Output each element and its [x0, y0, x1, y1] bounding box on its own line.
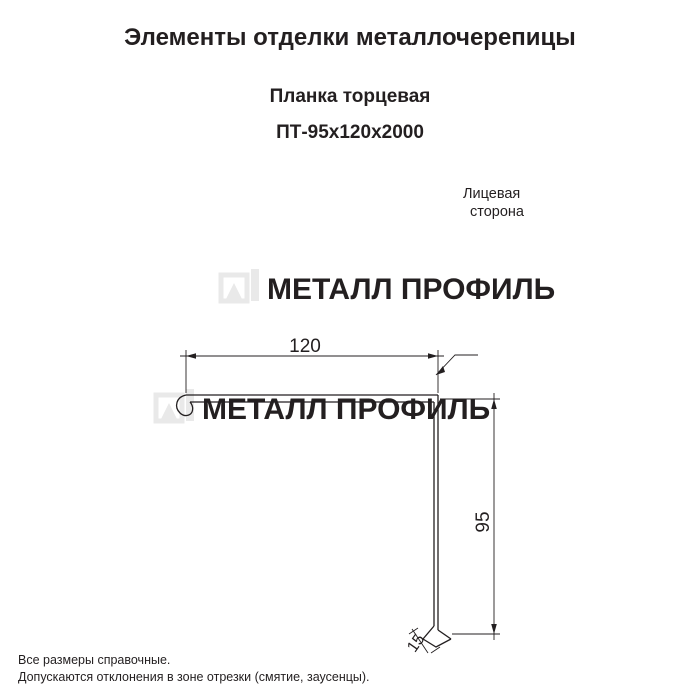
dimension-width-label: 120	[289, 336, 321, 357]
technical-drawing	[0, 150, 700, 656]
dimension-lip-label: 15	[404, 631, 429, 656]
svg-text:МЕТАЛЛ ПРОФИЛЬ: МЕТАЛЛ ПРОФИЛЬ	[202, 393, 491, 426]
footer-notes	[18, 652, 370, 686]
page-title: Элементы отделки металлочерепицы	[124, 24, 576, 51]
svg-text:МЕТАЛЛ ПРОФИЛЬ: МЕТАЛЛ ПРОФИЛЬ	[267, 273, 556, 306]
footer-note-1: Все размеры справочные.	[18, 653, 171, 667]
product-name: Планка торцевая	[269, 86, 431, 107]
annotation-face-side-line2: сторона	[470, 204, 524, 220]
annotation-face-side-line1: Лицевая	[463, 186, 521, 202]
dimension-height-label: 95	[473, 511, 494, 533]
footer-note-2: Допускаются отклонения в зоне отрезки (смятие, заусенцы).	[18, 670, 370, 684]
product-code: ПТ-95x120x2000	[276, 122, 424, 143]
